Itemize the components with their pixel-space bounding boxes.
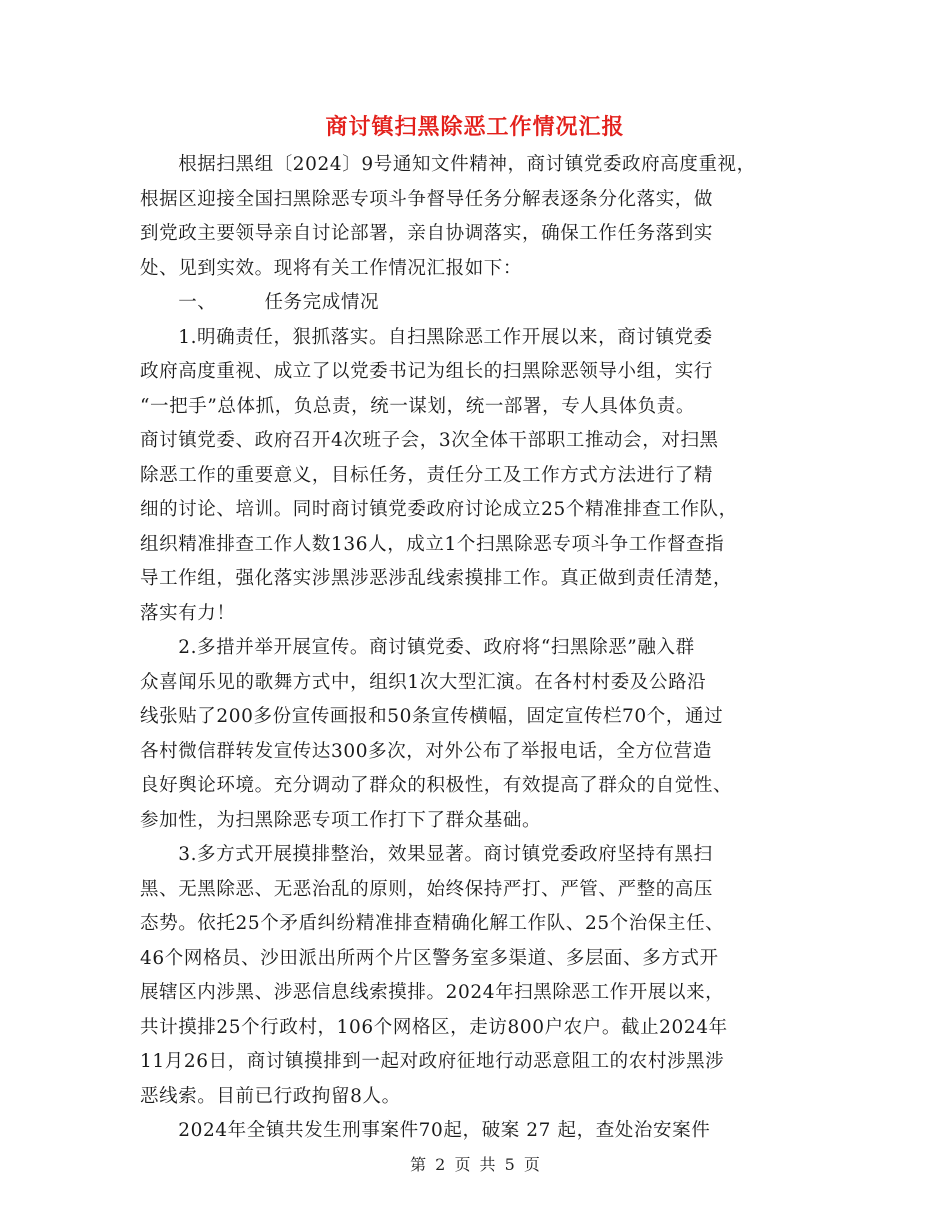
body-line: 恶线索。目前已行政拘留8人。 (140, 1085, 401, 1107)
body-line: 良好舆论环境。充分调动了群众的积极性，有效提高了群众的自觉性、 (140, 775, 733, 796)
body-line: 组织精准排查工作人数136人，成立1个扫黑除恶专项斗争工作督查指 (140, 533, 725, 555)
body-line: 参加性，为扫黑除恶专项工作打下了群众基础。 (140, 809, 542, 831)
body-line: 落实有力！ (140, 602, 236, 624)
body-line: 众喜闻乐见的歌舞方式中，组织1次大型汇演。在各村村委及公路沿 (140, 671, 707, 693)
body-line: 1.明确责任，狠抓落实。自扫黑除恶工作开展以来，商讨镇党委 (140, 326, 713, 348)
body-line: 处、见到实效。现将有关工作情况汇报如下： (140, 257, 523, 279)
body-line: 黑、无黑除恶、无恶治乱的原则，始终保持严打、严管、严整的高压 (140, 878, 714, 900)
body-line: “一把手”总体抓，负总责，统一谋划，统一部署，专人具体负责。 (140, 395, 695, 417)
body-line: 细的讨论、培训。同时商讨镇党委政府讨论成立25个精准排查工作队， (140, 499, 738, 520)
body-line: 线张贴了200多份宣传画报和50条宣传横幅，固定宣传栏70个，通过 (140, 706, 724, 727)
document-title: 商讨镇扫黑除恶工作情况汇报 (325, 115, 625, 140)
body-line: 2.多措并举开展宣传。商讨镇党委、政府将“扫黑除恶”融入群 (140, 637, 695, 658)
body-line: 各村微信群转发宣传达300多次，对外公布了举报电话，全方位营造 (140, 740, 712, 762)
page-footer: 第 2 页 共 5 页 (410, 1155, 540, 1174)
body-line: 共计摸排25个行政村，106个网格区，走访800户农户。截止2024年 (140, 1016, 728, 1038)
body-line: 除恶工作的重要意义，目标任务，责任分工及工作方式方法进行了精 (140, 464, 714, 486)
body-line: 商讨镇党委、政府召开4次班子会，3次全体干部职工推动会，对扫黑 (140, 430, 719, 451)
body-line: 46个网格员、沙田派出所两个片区警务室多渠道、多层面、多方式开 (140, 947, 719, 969)
body-line: 根据扫黑组〔2024〕9号通知文件精神，商讨镇党委政府高度重视， (140, 154, 756, 175)
body-line: 根据区迎接全国扫黑除恶专项斗争督导任务分解表逐条分化落实，做 (140, 188, 714, 210)
document-body (140, 148, 840, 1149)
body-line: 政府高度重视、成立了以党委书记为组长的扫黑除恶领导小组，实行 (140, 361, 714, 382)
body-line: 到党政主要领导亲自讨论部署，亲自协调落实，确保工作任务落到实 (140, 223, 714, 244)
section-heading: 一、 任务完成情况 (140, 292, 380, 313)
body-line: 导工作组，强化落实涉黑涉恶涉乱线索摸排工作。真正做到责任清楚， (140, 568, 733, 589)
body-line: 2024年全镇共发生刑事案件70起，破案 27 起，查处治安案件 (140, 1120, 711, 1141)
body-line: 态势。依托25个矛盾纠纷精准排查精确化解工作队、25个治保主任、 (140, 913, 725, 934)
body-line: 展辖区内涉黑、涉恶信息线索摸排。2024年扫黑除恶工作开展以来， (140, 982, 725, 1003)
body-line: 3.多方式开展摸排整治，效果显著。商讨镇党委政府坚持有黑扫 (140, 844, 713, 865)
body-line: 11月26日，商讨镇摸排到一起对政府征地行动恶意阻工的农村涉黑涉 (140, 1051, 725, 1072)
